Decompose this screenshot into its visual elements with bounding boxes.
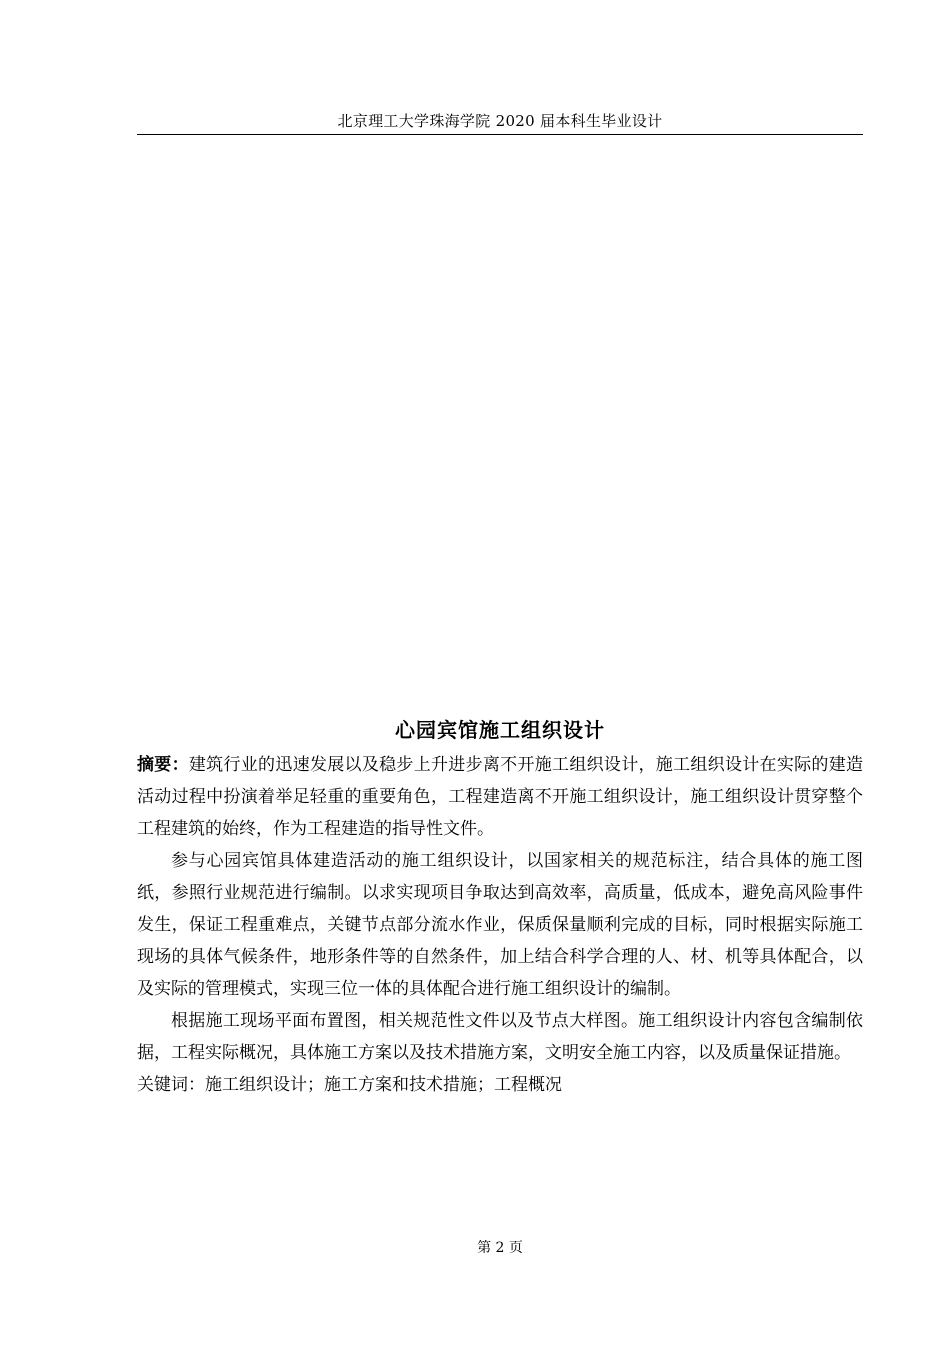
header-divider	[137, 134, 863, 135]
running-header: 北京理工大学珠海学院 2020 届本科生毕业设计	[337, 112, 663, 130]
keywords-label: 关键词：	[137, 1075, 205, 1095]
abstract-paragraph-2: 参与心园宾馆具体建造活动的施工组织设计，以国家相关的规范标注，结合具体的施工图纸，参照行业规范进行编制。以求实现项目争取达到高效率，高质量，低成本，避免高风险事件发生，保证工程重难点，关键节点部分流水作业，保质保量顺利完成的目标，同时根据实际施工现场的具体气候条件，地形条件等的自然条件，加上结合科学合理的人、材、机等具体配合，以及实际的管理模式，实现三位一体的具体配合进行施工组织设计的编制。	[137, 851, 863, 999]
abstract-text-1: 建筑行业的迅速发展以及稳步上升进步离不开施工组织设计，施工组织设计在实际的建造活动过程中扮演着举足轻重的重要角色，工程建造离不开施工组织设计，施工组织设计贯穿整个工程建筑的始终，作为工程建造的指导性文件。	[137, 755, 864, 839]
keywords-line	[137, 1069, 863, 1101]
abstract-label: 摘要：	[137, 755, 189, 775]
abstract-paragraph-3: 根据施工现场平面布置图，相关规范性文件以及节点大样图。施工组织设计内容包含编制依据，工程实际概况，具体施工方案以及技术措施方案，文明安全施工内容，以及质量保证措施。	[137, 1011, 863, 1063]
abstract-section	[137, 749, 863, 1101]
abstract-paragraph-1	[137, 749, 863, 845]
keywords-text: 施工组织设计；施工方案和技术措施；工程概况	[205, 1075, 562, 1095]
document-title: 心园宾馆施工组织设计	[395, 718, 605, 742]
page-number: 第 2 页	[477, 1240, 523, 1256]
